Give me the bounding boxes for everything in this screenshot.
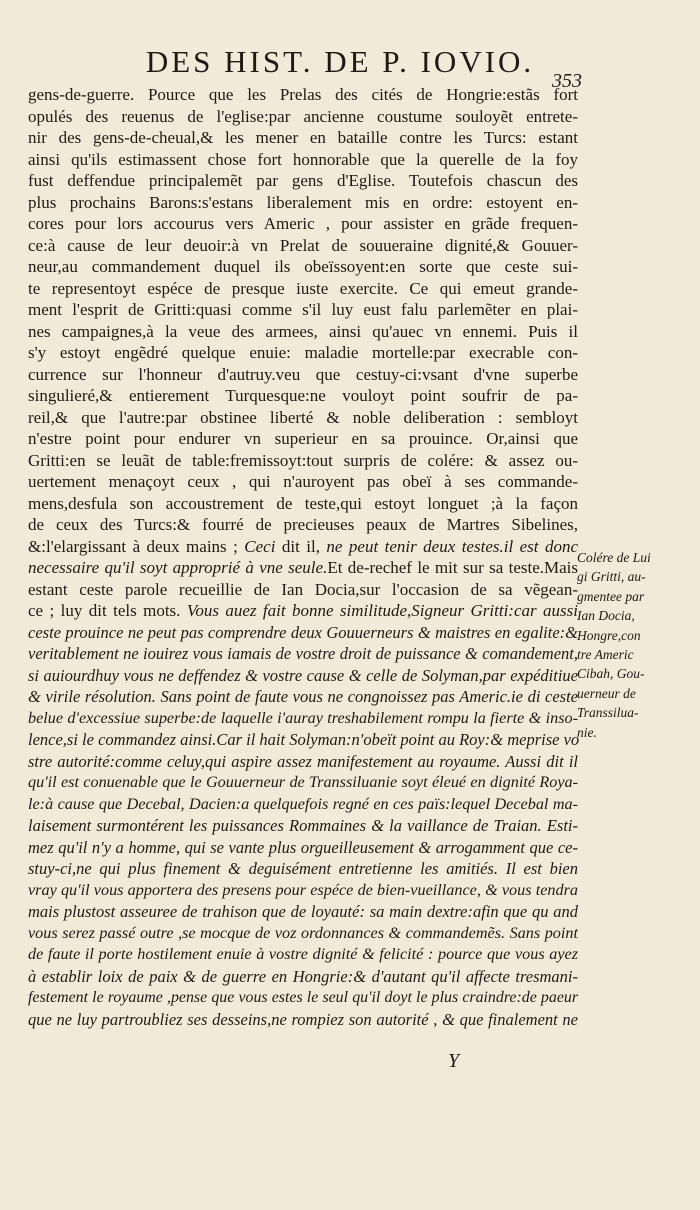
marginal-note-line: nie. — [577, 724, 597, 740]
italic-text-line: qu'il est conuenable que le Gouuerneur de Transsiluanie soyt éleué en dignité Roya- — [28, 773, 578, 791]
marginal-note-line: Transsilua- — [577, 705, 639, 721]
italic-text-line: mez qu'il n'y a homme, qui se vante plus orgueilleusement & arrogamment que ce- — [28, 837, 578, 857]
italic-text-line: & virile résolution. Sans point de faute vous ne congnoissez pas Americ.ie di ceste — [28, 687, 578, 706]
italic-text-line: à establir loix de paix & de guerre en Hongrie:& d'autant qu'il affecte tresmani- — [28, 966, 578, 986]
text-line: te representoyt espéce de presque iuste exercite. Ce qui emeut grande- — [28, 278, 578, 298]
italic-text-line: le:à cause que Decebal, Dacien:a quelquefois regné en ces païs:lequel Decebal ma- — [28, 794, 578, 813]
italic-text-line: stuy-ci,ne qui plus finement & deguisément entretienne les amitiés. Il est bien — [28, 859, 578, 878]
italic-text-line: lence,si le commandez ainsi.Car il hait Solyman:n'obeït point au Roy:& meprise vo — [28, 730, 580, 749]
text-line: gens-de-guerre. Pource que les Prelas des cités de Hongrie:estãs fort — [28, 85, 578, 104]
italic-text-line: que ne luy partroubliez ses desseins,ne rompiez son autorité , & que finalement ne — [28, 1009, 578, 1029]
italic-text-line: vray qu'il vous apportera des presens pour espéce de bien-vueillance, & vous tendra — [28, 880, 578, 899]
running-title: DES HIST. DE P. IOVIO. — [145, 44, 535, 79]
catchword: Y — [448, 1050, 460, 1072]
text-line: uertement menaçoyt ceux , qui n'auroyent pas obeï à ses commande- — [28, 472, 578, 491]
text-line: fust deffendue principalemẽt par gens d'Eglise. Toutefois chascun des — [28, 171, 578, 190]
text-line: ce:à cause de leur deuoir:à vn Prelat de souueraine dignité,& Gouuer- — [28, 235, 578, 255]
italic-text-line: ceste prouince ne peut pas comprendre deux Gouuerneurs & maistres en egalite:& — [28, 622, 578, 642]
page-number: 353 — [552, 70, 582, 92]
text-line: Gritti:en se leuãt de table:fremissoyt:tout surpris de colére: & assez ou- — [28, 450, 578, 470]
text-line: currence sur l'honneur d'autruy.veu que cestuy-ci:vsant d'vne superbe — [28, 364, 578, 384]
text-line-mixed: estant ceste parole recueillie de Ian Docia,sur l'occasion de sa vẽgean- — [28, 579, 578, 599]
text-line: neur,au commandement duquel ils obeïssoyent:en sorte que ceste sui- — [28, 257, 578, 276]
text-line: ment l'esprit de Gritti:quasi comme s'il luy eust falu parlemẽter en plai- — [28, 300, 578, 319]
marginal-note-line: tre Americ — [577, 646, 634, 662]
italic-text-line: festement le royaume ,pense que vous estes le seul qu'il doyt le plus craindre:de paeur — [28, 989, 578, 1006]
marginal-note-line: Cibah, Gou- — [577, 666, 645, 682]
text-line: plus prochains Barons:s'estans liberalement mis en ordre: estoyent en- — [28, 192, 578, 212]
italic-text-line: de faute il porte hostilement enuie à vostre dignité & felicité : pource que vous ayez — [28, 945, 578, 963]
italic-text-line: veritablement ne iouirez vous iamais de vostre droit de puissance & comandement, — [28, 644, 578, 663]
italic-text-line: si auiourdhuy vous ne deffendez & vostre cause & celle de Solyman,par expéditiue — [28, 665, 578, 685]
italic-text-line: mais plustost asseuree de trahison que de loyauté: sa main dextre:afin que qu and — [28, 902, 578, 921]
text-line: singulieré,& entierement Turquesque:ne vouloyt point soufrir de pa- — [28, 386, 578, 405]
text-line-mixed: necessaire qu'il soyt approprié à vne seule.Et de-rechef le mit sur sa teste.Mais — [28, 558, 578, 577]
marginal-note-line: Hongre,con — [577, 627, 641, 643]
text-line: reil,& que l'autre:par obstinee liberté & noble deliberation : sembloyt — [28, 407, 578, 427]
text-line-mixed: ce ; luy dit tels mots. Vous auez fait bonne similitude,Signeur Gritti:car aussi — [28, 601, 578, 620]
marginal-note-line: Colére de Lui — [577, 550, 651, 565]
italic-text-line: vous serez passé outre ,se mocque de voz ordonnances & commandemẽs. Sans point — [28, 923, 578, 942]
italic-text-line: stre autorité:comme celuy,qui aspire assez manifestement au royaume. Aussi dit il — [28, 751, 578, 771]
text-line: mens,desfula son accoustrement de teste,qui estoyt longuet ;à la façon — [28, 493, 578, 513]
text-line: n'estre point pour endurer vn superieur en sa prouince. Or,ainsi que — [28, 429, 578, 448]
text-line: nes campaignes,à la veue des armees, ainsi qu'auec vn ennemi. Puis il — [28, 321, 578, 341]
marginal-note-line: Ian Docia, — [577, 608, 635, 624]
marginal-note-line: uerneur de — [577, 685, 636, 701]
marginal-note-line: gmentee par — [577, 588, 645, 604]
text-line: nir des gens-de-cheual,& les mener en bataille contre les Turcs: estant — [28, 128, 578, 147]
text-line-mixed: &:l'elargissant à deux mains ; Ceci dit il, ne peut tenir deux testes.il est donc — [28, 536, 578, 556]
italic-text-line: belue d'excessiue superbe:de laquelle i'auray treshabilement rompu la fierte & inso- — [28, 708, 578, 727]
text-line: ainsi qu'ils estimassent chose fort honnorable que la querelle de la foy — [28, 149, 578, 169]
marginal-note — [577, 548, 692, 742]
main-text-block — [28, 84, 578, 1030]
text-line: cores pour lors accourus vers Americ , pour assister en grãde frequen- — [28, 214, 578, 233]
text-line: de ceux des Turcs:& fourré de precieuses peaux de Martres Sibelines, — [28, 515, 578, 534]
italic-text-line: laisement surmontérent les puissances Rommaines & la vaillance de Traian. Esti- — [28, 816, 578, 835]
marginal-note-line: gi Gritti, au- — [577, 569, 646, 585]
text-line: s'y estoyt engẽdré quelque enuie: maladie mortelle:par execrable con- — [28, 343, 578, 362]
text-line: opulés des reuenus de l'eglise:par ancienne coustume souloyẽt entrete- — [28, 106, 578, 126]
